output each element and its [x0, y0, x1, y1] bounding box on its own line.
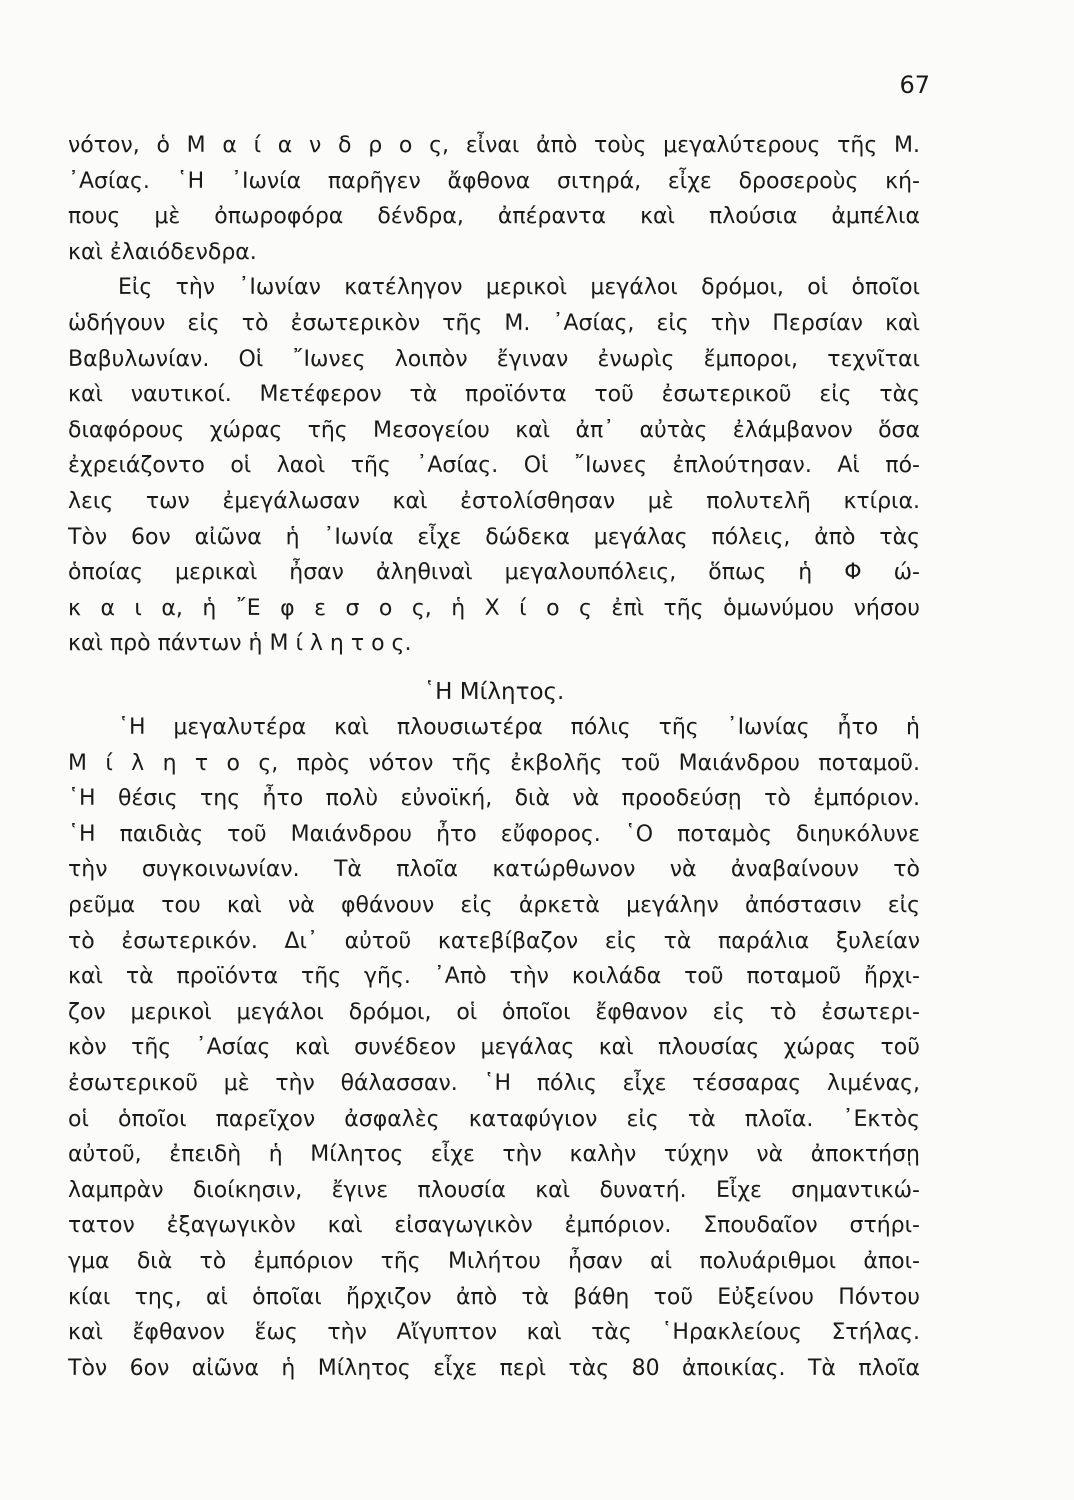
text-line: κ α ι α, ἡ ῎Ε φ ε σ ο ς, ἡ Χ ί ο ς ἐπὶ τῆς ὁμωνύμου νήσου — [68, 595, 920, 621]
text-line: ὁποίας μερικαὶ ἦσαν ἀληθιναὶ μεγαλουπόλεις, ὅπως ἡ Φ ώ- — [68, 560, 920, 586]
text-line: λεις των ἐμεγάλωσαν καὶ ἐστολίσθησαν μὲ πολυτελῆ κτίρια. — [68, 488, 920, 514]
text-line: ζον μερικοὶ μεγάλοι δρόμοι, οἱ ὁποῖοι ἔφθανον εἰς τὸ ἐσωτερι- — [68, 999, 920, 1025]
text-line: καὶ ἔφθανον ἕως τὴν Αἴγυπτον καὶ τὰς ῾Ηρακλείους Στήλας. — [68, 1320, 920, 1346]
text-line: ὡδήγουν εἰς τὸ ἐσωτερικὸν τῆς Μ. ᾿Ασίας, εἰς τὴν Περσίαν καὶ — [68, 310, 920, 336]
text-line: Βαβυλωνίαν. Οἱ ῎Ιωνες λοιπὸν ἔγιναν ἐνωρὶς ἔμποροι, τεχνῖται — [68, 346, 920, 372]
paragraph — [68, 710, 920, 1386]
page-number: 67 — [899, 71, 930, 99]
text-line: γμα διὰ τὸ ἐμπόριον τῆς Μιλήτου ἦσαν αἱ πολυάριθμοι ἀποι- — [68, 1248, 920, 1274]
text-line: κίαι της, αἱ ὁποῖαι ἤρχιζον ἀπὸ τὰ βάθη τοῦ Εὐξείνου Πόντου — [68, 1284, 920, 1310]
body-text-lower — [68, 710, 920, 1386]
text-line: διαφόρους χώρας τῆς Μεσογείου καὶ ἀπ᾿ αὐτὰς ἐλάμβανον ὅσα — [68, 417, 920, 443]
text-line: οἱ ὁποῖοι παρεῖχον ἀσφαλὲς καταφύγιον εἰς τὰ πλοῖα. ᾿Εκτὸς — [68, 1106, 920, 1132]
text-line: ἐχρειάζοντο οἱ λαοὶ τῆς ᾿Ασίας. Οἱ ῎Ιωνες ἐπλούτησαν. Αἱ πό- — [68, 453, 920, 479]
paragraph — [68, 128, 920, 270]
text-line: τατον ἐξαγωγικὸν καὶ εἰσαγωγικὸν ἐμπόριον. Σπουδαῖον στήρι- — [68, 1213, 920, 1239]
text-line: τὸ ἐσωτερικόν. Δι᾿ αὐτοῦ κατεβίβαζον εἰς τὰ παράλια ξυλείαν — [68, 928, 920, 954]
section-heading: ῾Η Μίλητος. — [423, 679, 565, 705]
text-line: καὶ ἐλαιόδενδρα. — [68, 239, 257, 265]
text-line: καὶ πρὸ πάντων ἡ Μ ί λ η τ ο ς. — [68, 631, 412, 657]
text-line: πους μὲ ὀπωροφόρα δένδρα, ἀπέραντα καὶ πλούσια ἀμπέλια — [68, 204, 920, 230]
text-line: νότον, ὁ Μ α ί α ν δ ρ ο ς, εἶναι ἀπὸ τοὺς μεγαλύτερους τῆς Μ. — [68, 133, 920, 158]
text-line: καὶ τὰ προϊόντα τῆς γῆς. ᾿Απὸ τὴν κοιλάδα τοῦ ποταμοῦ ἤρχι- — [68, 964, 920, 990]
text-line: κὸν τῆς ᾿Ασίας καὶ συνέδεον μεγάλας καὶ πλουσίας χώρας τοῦ — [68, 1035, 920, 1061]
text-line: ῾Η παιδιὰς τοῦ Μαιάνδρου ἦτο εὔφορος. ῾Ο ποταμὸς διηυκόλυνε — [68, 821, 920, 847]
paragraph — [68, 270, 920, 662]
text-line: Τὸν 6ον αἰῶνα ἡ ᾿Ιωνία εἶχε δώδεκα μεγάλας πόλεις, ἀπὸ τὰς — [68, 524, 920, 550]
text-line: Μ ί λ η τ ο ς, πρὸς νότον τῆς ἐκβολῆς τοῦ Μαιάνδρου ποταμοῦ. — [68, 750, 920, 776]
text-line: λαμπρὰν διοίκησιν, ἔγινε πλουσία καὶ δυνατή. Εἶχε σημαντικώ- — [68, 1177, 920, 1203]
body-text-upper — [68, 128, 920, 662]
text-line: ρεῦμα του καὶ νὰ φθάνουν εἰς ἀρκετὰ μεγάλην ἀπόστασιν εἰς — [68, 892, 920, 918]
text-line: Τὸν 6ον αἰῶνα ἡ Μίλητος εἶχε περὶ τὰς 80 ἀποικίας. Τὰ πλοῖα — [68, 1355, 920, 1381]
text-line: ῾Η μεγαλυτέρα καὶ πλουσιωτέρα πόλις τῆς ᾿Ιωνίας ἦτο ἡ — [118, 715, 920, 740]
text-line: αὐτοῦ, ἐπειδὴ ἡ Μίλητος εἶχε τὴν καλὴν τύχην νὰ ἀποκτήσῃ — [68, 1142, 920, 1168]
text-line: ῾Η θέσις της ἦτο πολὺ εὐνοϊκή, διὰ νὰ προοδεύσῃ τὸ ἐμπόριον. — [68, 786, 920, 812]
text-line: ᾿Ασίας. ῾Η ᾿Ιωνία παρῆγεν ἄφθονα σιτηρά, εἶχε δροσεροὺς κή- — [68, 168, 920, 194]
text-line: ἐσωτερικοῦ μὲ τὴν θάλασσαν. ῾Η πόλις εἶχε τέσσαρας λιμένας, — [68, 1070, 920, 1096]
text-line: τὴν συγκοινωνίαν. Τὰ πλοῖα κατώρθωνον νὰ ἀναβαίνουν τὸ — [68, 857, 920, 883]
text-line: καὶ ναυτικοί. Μετέφερον τὰ προϊόντα τοῦ ἐσωτερικοῦ εἰς τὰς — [68, 382, 920, 408]
text-line: Εἰς τὴν ᾿Ιωνίαν κατέληγον μερικοὶ μεγάλοι δρόμοι, οἱ ὁποῖοι — [118, 275, 920, 301]
